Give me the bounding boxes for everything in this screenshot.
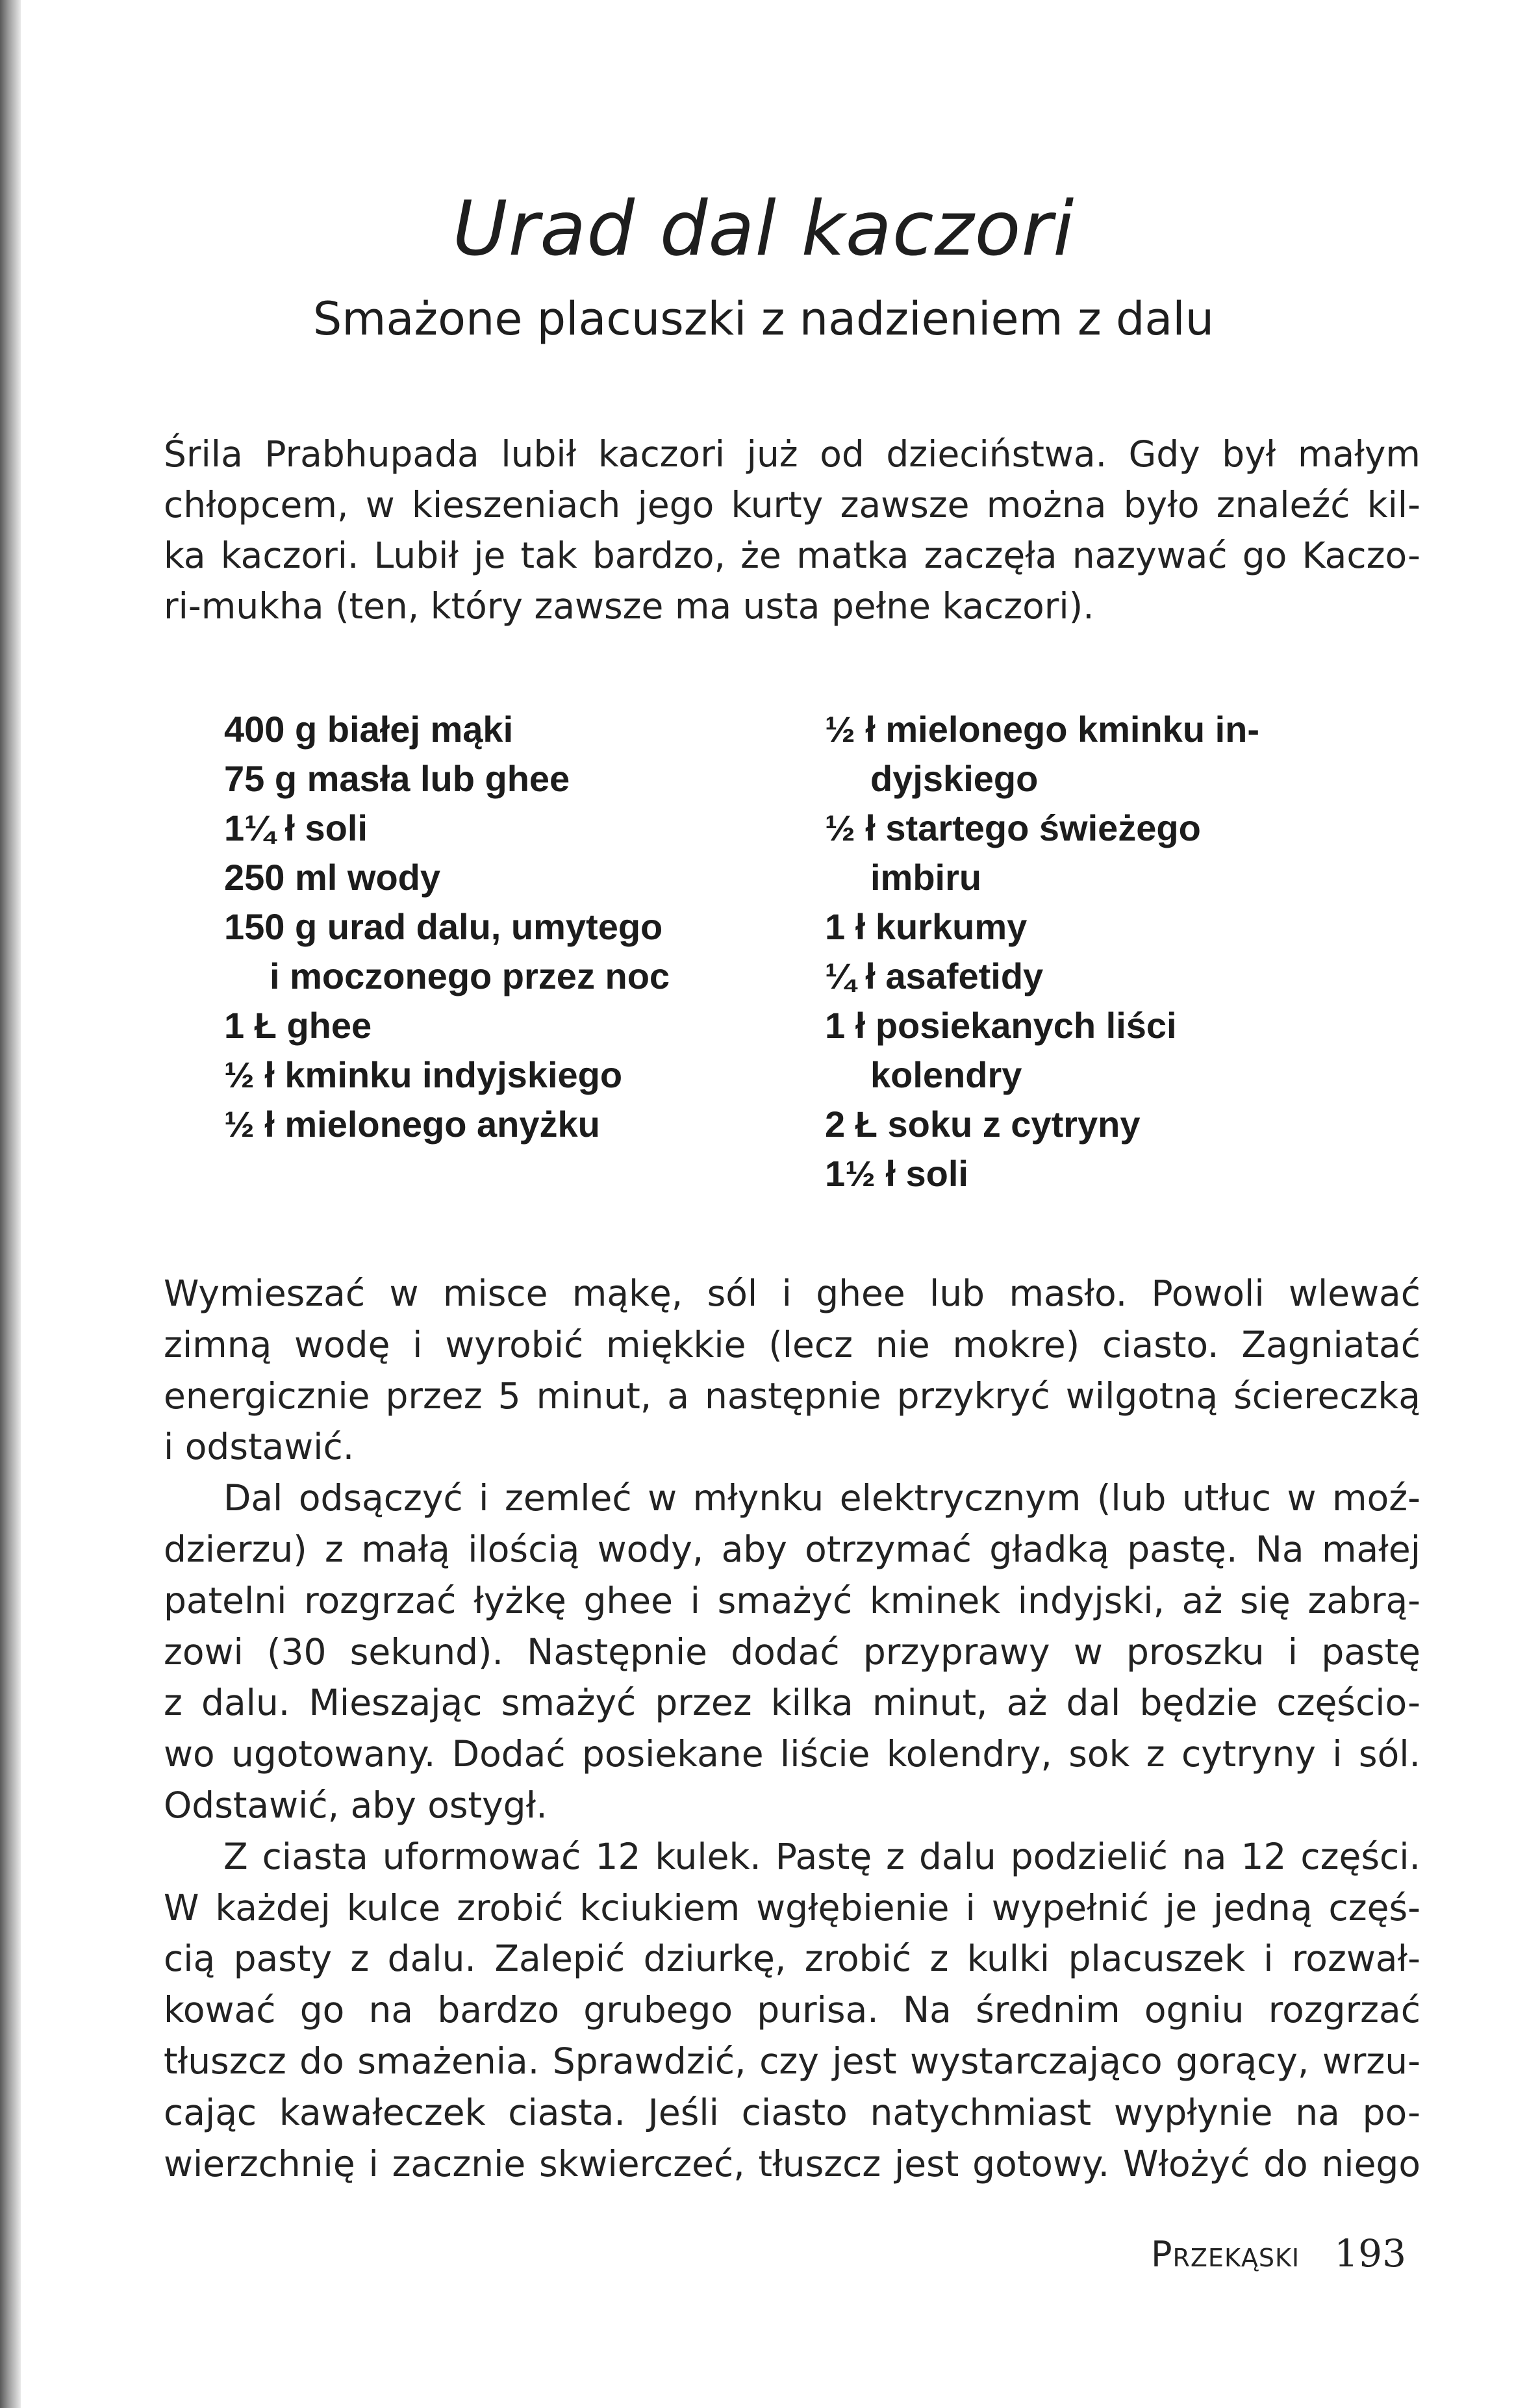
ingredient-item: 400 g białej mąki — [224, 709, 514, 750]
method-line: i odstawić. — [164, 1426, 355, 1468]
intro-line: chłopcem, w kieszeniach jego kurty zawsze można było znaleźć kil- — [164, 484, 1420, 526]
intro-line: ka kaczori. Lubił je tak bardzo, że matka zaczęła nazywać go Kaczo- — [164, 535, 1420, 576]
ingredient-item: 1½ ł soli — [825, 1153, 968, 1194]
ingredient-item-continuation: kolendry — [870, 1054, 1022, 1095]
method-line: Wymieszać w misce mąkę, sól i ghee lub masło. Powoli wlewać — [164, 1273, 1420, 1314]
method-line: energicznie przez 5 minut, a następnie przykryć wilgotną ściereczką — [164, 1375, 1420, 1417]
ingredient-item-continuation: i moczonego przez noc — [270, 956, 670, 996]
ingredient-item: ¼ ł asafetidy — [825, 956, 1044, 996]
method-line: Odstawić, aby ostygł. — [164, 1784, 548, 1826]
page-number: 193 — [1334, 2231, 1406, 2275]
method-text — [164, 1268, 1420, 2189]
method-line: cią pasty z dalu. Zalepić dziurkę, zrobić z kulki placuszek i rozwał- — [164, 1938, 1420, 1980]
ingredient-item-continuation: dyjskiego — [870, 758, 1039, 799]
ingredient-item: ½ ł mielonego anyżku — [224, 1104, 600, 1145]
ingredient-item: 75 g masła lub ghee — [224, 758, 570, 799]
ingredient-item: 2 Ł soku z cytryny — [825, 1104, 1141, 1145]
ingredients-left-column — [224, 705, 796, 1149]
ingredient-item: 250 ml wody — [224, 857, 441, 898]
ingredient-item: 1 Ł ghee — [224, 1005, 372, 1046]
ingredient-item: ½ ł startego świeżego — [825, 807, 1201, 848]
method-line: zimną wodę i wyrobić miękkie (lecz nie mokre) ciasto. Zagniatać — [164, 1323, 1420, 1365]
ingredient-item: 1 ł posiekanych liści — [825, 1005, 1177, 1046]
ingredient-item: ½ ł mielonego kminku in- — [825, 709, 1259, 750]
recipe-title: Urad dal kaczori — [452, 185, 1075, 273]
intro-line: Śrila Prabhupada lubił kaczori już od dzieciństwa. Gdy był małym — [164, 433, 1420, 475]
method-line: W każdej kulce zrobić kciukiem wgłębienie i wypełnić je jedną częś- — [164, 1886, 1420, 1929]
method-line: dzierzu) z małą ilością wody, aby otrzymać gładką pastę. Na małej — [164, 1528, 1420, 1570]
intro-paragraph — [164, 429, 1420, 631]
page-binding-edge — [0, 0, 21, 2408]
ingredient-item: 1¼ ł soli — [224, 807, 368, 848]
ingredient-item: 150 g urad dalu, umytego — [224, 906, 663, 947]
ingredient-item: 1 ł kurkumy — [825, 906, 1028, 947]
ingredient-item-continuation: imbiru — [870, 857, 982, 898]
method-line: tłuszcz do smażenia. Sprawdzić, czy jest wystarczająco gorący, wrzu- — [164, 2040, 1420, 2082]
method-line: Dal odsączyć i zemleć w młynku elektrycznym (lub utłuc w moź- — [223, 1477, 1420, 1519]
method-line: wo ugotowany. Dodać posiekane liście kolendry, sok z cytryny i sól. — [164, 1733, 1420, 1775]
method-line: Z ciasta uformować 12 kulek. Pastę z dalu podzielić na 12 części. — [223, 1835, 1420, 1877]
ingredient-item: ½ ł kminku indyjskiego — [224, 1054, 623, 1095]
method-line: cając kawałeczek ciasta. Jeśli ciasto natychmiast wypłynie na po- — [164, 2091, 1420, 2133]
page-footer — [1151, 2231, 1406, 2275]
section-name: Przekąski — [1150, 2234, 1300, 2275]
method-line: kować go na bardzo grubego purisa. Na średnim ogniu rozgrzać — [164, 1989, 1420, 2031]
method-line: wierzchnię i zacznie skwierczeć, tłuszcz jest gotowy. Włożyć do niego — [164, 2142, 1420, 2185]
recipe-subtitle: Smażone placuszki z nadzieniem z dalu — [312, 292, 1215, 346]
ingredients-right-column — [825, 705, 1409, 1198]
method-line: patelni rozgrzać łyżkę ghee i smażyć kminek indyjski, aż się zabrą- — [164, 1579, 1420, 1621]
intro-line: ri-mukha (ten, który zawsze ma usta pełne kaczori). — [164, 585, 1094, 627]
method-line: z dalu. Mieszając smażyć przez kilka minut, aż dal będzie częścio- — [164, 1682, 1420, 1724]
method-line: zowi (30 sekund). Następnie dodać przyprawy w proszku i pastę — [164, 1630, 1420, 1673]
